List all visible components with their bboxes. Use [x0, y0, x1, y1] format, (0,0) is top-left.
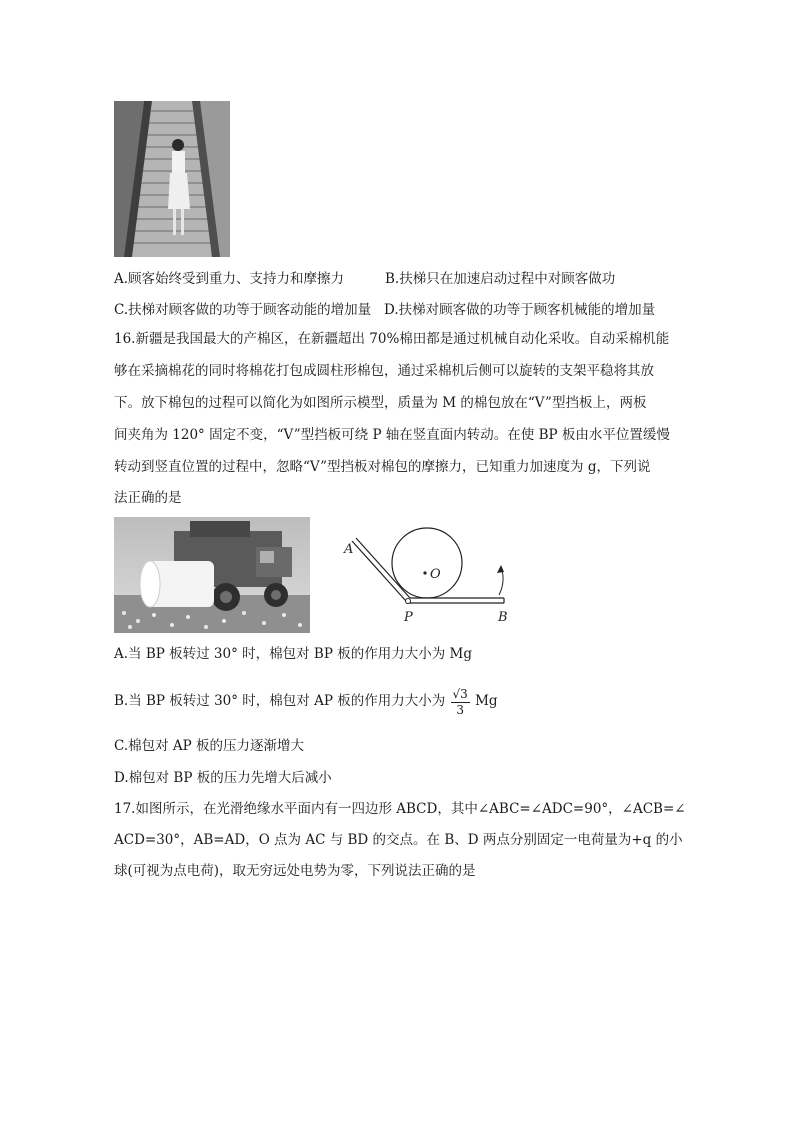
q17-line: 球(可视为点电荷)，取无穷远处电势为零，下列说法正确的是	[114, 863, 476, 879]
v-board-diagram	[336, 517, 526, 629]
escalator-illustration	[114, 101, 230, 257]
label-p: P	[404, 610, 413, 625]
fraction-root3-over-3	[451, 686, 470, 718]
cotton-bale-circle	[392, 528, 462, 598]
harvester-illustration	[114, 517, 310, 633]
q16-option-a: A.当 BP 板转过 30° 时，棉包对 BP 板的作用力大小为 Mg	[114, 646, 472, 662]
escalator-photo	[114, 101, 230, 257]
fraction-numerator: √3	[452, 686, 468, 701]
center-o-dot	[423, 571, 426, 574]
q16-option-b	[114, 683, 498, 719]
q16-line: 16.新疆是我国最大的产棉区，在新疆超出 70%棉田都是通过机械自动化采收。自动采棉机能	[114, 331, 670, 347]
pivot-p	[406, 599, 411, 604]
label-b: B	[498, 610, 508, 625]
board-ap	[352, 538, 410, 601]
q16-option-b-text: B.当 BP 板转过 30° 时，棉包对 AP 板的作用力大小为	[114, 693, 446, 709]
q16-option-d: D.棉包对 BP 板的压力先增大后减小	[114, 770, 332, 786]
label-o: O	[430, 567, 441, 582]
q17-line: 17.如图所示，在光滑绝缘水平面内有一四边形 ABCD，其中∠ABC=∠ADC=90°，∠ACB=∠	[114, 801, 686, 817]
q16-line: 转动到竖直位置的过程中，忽略“V”型挡板对棉包的摩擦力，已知重力加速度为 g，下列说	[114, 459, 651, 475]
label-a: A	[344, 542, 354, 557]
q17-line: ACD=30°，AB=AD，O 点为 AC 与 BD 的交点。在 B、D 两点分别固定一电荷量为+q 的小	[114, 832, 683, 848]
cotton-harvester-photo	[114, 517, 310, 633]
q15-option-c: C.扶梯对顾客做的功等于顾客动能的增加量	[114, 302, 372, 318]
q16-line: 法正确的是	[114, 490, 182, 506]
q16-line: 够在采摘棉花的同时将棉花打包成圆柱形棉包，通过采棉机后侧可以旋转的支架平稳将其放	[114, 363, 654, 379]
q16-line: 间夹角为 120° 固定不变，“V”型挡板可绕 P 轴在竖直面内转动。在使 BP 板由水平位置缓慢	[114, 427, 670, 443]
rotation-arrowhead	[497, 565, 504, 573]
q15-option-b: B.扶梯只在加速启动过程中对顾客做功	[385, 271, 616, 287]
board-bp	[406, 598, 504, 603]
q15-option-d: D.扶梯对顾客做的功等于顾客机械能的增加量	[384, 302, 656, 318]
q16-line: 下。放下棉包的过程可以简化为如图所示模型，质量为 M 的棉包放在“V”型挡板上，两板	[114, 395, 647, 411]
q16-option-b-suffix: Mg	[475, 693, 498, 709]
q16-option-c: C.棉包对 AP 板的压力逐渐增大	[114, 738, 305, 754]
fraction-denominator: 3	[456, 702, 464, 717]
q15-option-a: A.顾客始终受到重力、支持力和摩擦力	[114, 271, 345, 287]
